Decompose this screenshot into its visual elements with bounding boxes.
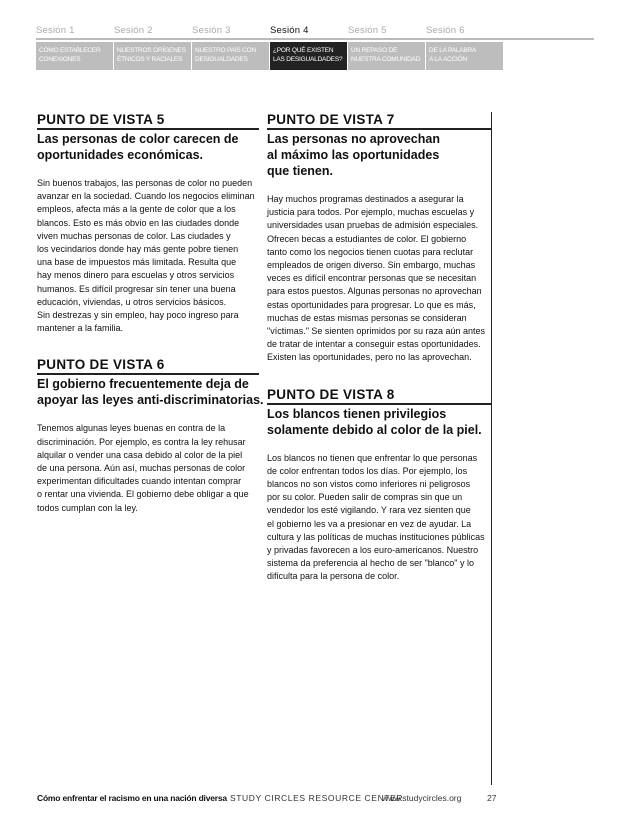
viewpoint-title-line: al máximo las oportunidades bbox=[267, 148, 440, 162]
viewpoint-title-line: Las personas de color carecen de bbox=[37, 132, 239, 146]
body-line: universidades usan pruebas de admisión especiales. bbox=[267, 220, 479, 231]
viewpoint-title-line: oportunidades económicas. bbox=[37, 148, 204, 162]
page-footer bbox=[37, 792, 499, 804]
left-column bbox=[37, 112, 264, 537]
body-line: y privadas favorecen a los euro-americanos. Nuestro bbox=[267, 545, 479, 556]
viewpoint-body bbox=[37, 422, 259, 514]
body-line: humanos. Es difícil progresar sin tener una buena bbox=[37, 283, 236, 294]
body-line: una base de impuestos más limitada. Resulta que bbox=[37, 257, 237, 268]
page-number: 27 bbox=[487, 793, 497, 803]
body-line: empleos, afecta más a la gente de color que a los bbox=[37, 204, 236, 215]
body-line: veces es difícil encontrar personas que se necesitan bbox=[267, 273, 477, 284]
body-line: empleados de origen diverso. Sin embargo, muchas bbox=[267, 260, 476, 271]
session-box-line: DE LA PALABRA bbox=[429, 47, 477, 54]
session-box bbox=[348, 42, 425, 70]
viewpoint-block bbox=[267, 387, 492, 584]
body-line: Los blancos no tienen que enfrentar lo que personas bbox=[267, 452, 478, 463]
session-box bbox=[426, 42, 503, 70]
body-line: experimentan dificultades cuando intentan comprar bbox=[37, 476, 242, 487]
body-line: los vecindarios donde hay más gente pobre tienen bbox=[37, 244, 239, 255]
footer-organization: STUDY CIRCLES RESOURCE CENTER bbox=[230, 793, 404, 803]
body-line: por su color. Pueden salir de compras sin que un bbox=[267, 492, 463, 503]
body-line: blancos. Esto es más obvio en las ciudades donde bbox=[37, 217, 240, 228]
viewpoint-title-line: Las personas no aprovechan bbox=[267, 132, 440, 146]
body-line: Hay muchos programas destinados a asegurar la bbox=[267, 194, 464, 204]
viewpoint-block bbox=[37, 112, 259, 335]
body-line: mantener a la familia. bbox=[37, 323, 124, 334]
body-line: de una persona. Aún así, muchas personas de color bbox=[37, 463, 246, 474]
session-label: Sesión 5 bbox=[348, 25, 387, 36]
viewpoint-title-line: apoyar las leyes anti-discriminatorias. bbox=[37, 393, 264, 408]
viewpoint-body bbox=[267, 452, 492, 584]
session-box bbox=[114, 42, 191, 70]
session-box-line: ¿POR QUÉ EXISTEN bbox=[273, 47, 334, 54]
viewpoint-heading: PUNTO DE VISTA 8 bbox=[267, 386, 395, 402]
body-line: "víctimas." Se sienten oprimidos por su raza aún antes bbox=[267, 326, 485, 337]
viewpoint-heading: PUNTO DE VISTA 5 bbox=[37, 112, 165, 127]
session-box-line: CÓMO ESTABLECER bbox=[39, 47, 101, 54]
body-line: justicia para todos. Por ejemplo, muchas escuelas y bbox=[267, 207, 475, 218]
body-line: educación, viviendas, u otros servicios básicos. bbox=[37, 296, 227, 307]
footer-title: Cómo enfrentar el racismo en una nación diversa bbox=[37, 793, 227, 803]
body-line: Tenemos algunas leyes buenas en contra de la bbox=[37, 423, 226, 434]
heading-rule bbox=[37, 128, 259, 130]
body-line: Sin buenos trabajos, las personas de color no pueden bbox=[37, 178, 253, 188]
body-line: de color enfrentan todos los días. Por ejemplo, los bbox=[267, 465, 468, 476]
body-line: muchas de estas mismas personas se consideran bbox=[267, 312, 467, 323]
session-label: Sesión 2 bbox=[114, 25, 153, 36]
session-box bbox=[270, 42, 347, 70]
body-line: de tratar de intentar a conseguir estas oportunidades. bbox=[267, 339, 481, 350]
body-line: blancos no son vistos como inferiores ni peligrosos bbox=[267, 479, 471, 490]
viewpoint-title bbox=[267, 406, 492, 438]
body-line: alquilar o vender una casa debido al color de la piel bbox=[37, 449, 243, 460]
viewpoint-title-line: solamente debido al color de la piel. bbox=[267, 422, 482, 437]
session-box-line: A LA ACCIÓN bbox=[429, 56, 467, 63]
session-label: Sesión 1 bbox=[36, 25, 75, 36]
session-labels bbox=[36, 24, 594, 38]
session-box-line: DESIGUALDADES bbox=[195, 56, 248, 63]
body-line: o rentar una vivienda. El gobierno debe obligar a que bbox=[37, 489, 249, 500]
body-line: viven muchas personas de color. Las ciudades y bbox=[37, 230, 231, 241]
right-column bbox=[267, 112, 492, 606]
viewpoint-title bbox=[37, 131, 259, 163]
body-line: sistema da preferencia al hecho de ser "blanco" y lo bbox=[267, 558, 475, 569]
body-line: el gobierno les va a presionar en vez de ayudar. La bbox=[267, 518, 472, 529]
body-line: hay menos dinero para escuelas y otros servicios bbox=[37, 270, 235, 281]
body-line: Sin destrezas y sin empleo, hay poco ingreso para bbox=[37, 310, 239, 321]
viewpoint-block bbox=[267, 112, 492, 365]
heading-rule bbox=[267, 403, 492, 405]
footer-url: www.studycircles.org bbox=[382, 793, 462, 803]
session-label: Sesión 3 bbox=[192, 25, 231, 36]
body-line: avanzar en la sociedad. Cuando los negocios eliminan bbox=[37, 191, 255, 202]
viewpoint-title-line: que tienen. bbox=[267, 164, 333, 178]
session-box bbox=[192, 42, 269, 70]
session-label: Sesión 4 bbox=[270, 25, 309, 36]
session-box-line: NUESTRA COMUNIDAD bbox=[351, 56, 421, 63]
session-boxes bbox=[36, 42, 594, 70]
session-label: Sesión 6 bbox=[426, 25, 465, 36]
body-line: para estos puestos. Algunas personas no aprovechan bbox=[267, 286, 482, 297]
session-box-line: NUESTROS ORÍGENES bbox=[117, 47, 186, 54]
body-line: cultura y las políticas de muchas instituciones públicas bbox=[267, 531, 485, 542]
session-box-line: LAS DESIGUALDADES? bbox=[273, 56, 343, 63]
viewpoint-title-line: El gobierno frecuentemente deja de bbox=[37, 377, 249, 392]
body-line: dificulta para la persona de color. bbox=[267, 571, 400, 582]
heading-rule bbox=[267, 128, 492, 130]
body-line: todos cumplan con la ley. bbox=[37, 502, 138, 513]
viewpoint-heading: PUNTO DE VISTA 6 bbox=[37, 357, 165, 373]
body-line: Ofrecen becas a estudiantes de color. El gobierno bbox=[267, 233, 467, 244]
viewpoint-title bbox=[37, 376, 264, 408]
session-box-line: UN REPASO DE bbox=[351, 47, 398, 54]
body-line: vendedor los esté vigilando. Y rara vez sienten que bbox=[267, 505, 471, 516]
body-line: discriminación. Por ejemplo, es contra la ley rehusar bbox=[37, 436, 246, 447]
body-line: tanto como los negocios tienen cuotas para reclutar bbox=[267, 246, 474, 257]
body-line: estas oportunidades para progresar. Lo que es más, bbox=[267, 299, 476, 310]
session-box bbox=[36, 42, 113, 70]
session-divider bbox=[36, 38, 594, 40]
session-box-line: NUESTRO PAÍS CON bbox=[195, 47, 256, 54]
viewpoint-body bbox=[37, 177, 259, 335]
session-box-line: ÉTNICOS Y RACIALES bbox=[117, 56, 183, 63]
viewpoint-heading: PUNTO DE VISTA 7 bbox=[267, 112, 395, 127]
viewpoint-title bbox=[267, 131, 492, 179]
session-navigation bbox=[36, 24, 594, 70]
body-line: Existen las oportunidades, pero no las aprovechan. bbox=[267, 352, 472, 363]
session-box-line: CONEXIONES bbox=[39, 56, 81, 63]
viewpoint-title-line: Los blancos tienen privilegios bbox=[267, 406, 447, 421]
heading-rule bbox=[37, 373, 259, 375]
viewpoint-body bbox=[267, 193, 492, 365]
viewpoint-block bbox=[37, 357, 264, 514]
